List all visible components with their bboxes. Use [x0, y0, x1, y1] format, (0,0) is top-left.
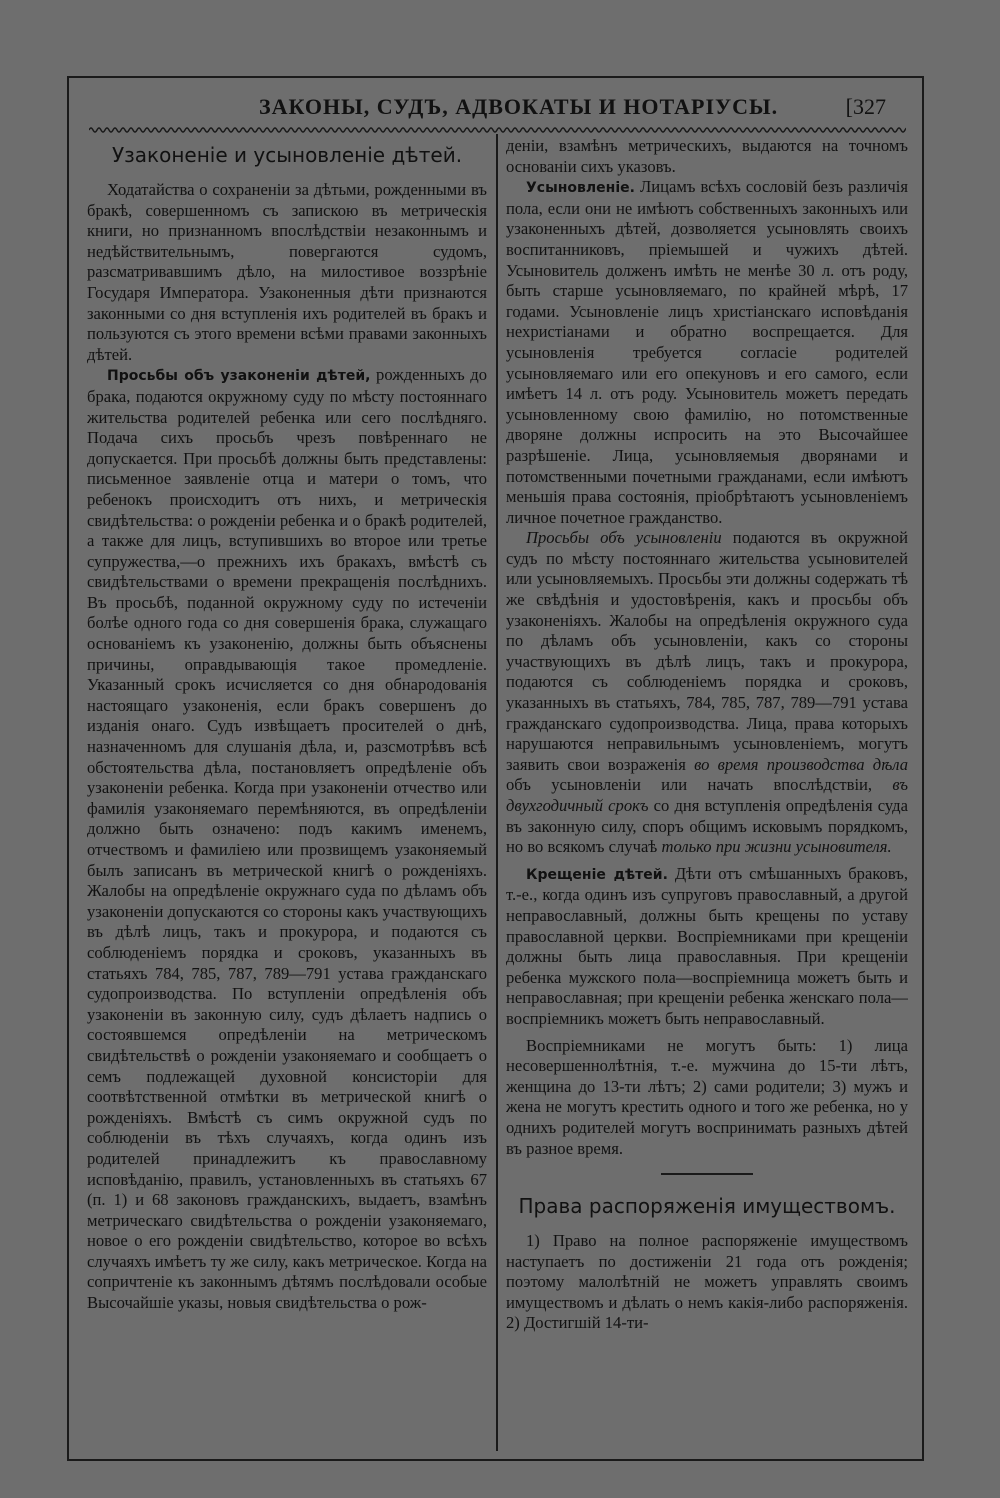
- italic-phrase: въ двухгодичный срокъ: [506, 775, 908, 815]
- paragraph: Ходатайства о сохраненіи за дѣтьми, рожденными въ бракѣ, совершенномъ съ запискою въ метрическія книги, но признанномъ впослѣдствіи незаконнымъ и недѣйствительнымъ, повергаются судомъ, разсматривавшимъ дѣло, на милостивое воззрѣніе Государя Императора. Узаконенныя дѣти признаются законными со дня вступленія ихъ родителей въ бракъ и пользуются съ этого времени всѣми правами законныхъ дѣтей.: [87, 180, 487, 364]
- paragraph-text: Дѣти отъ смѣшанныхъ браковъ, т.-е., когда одинъ изъ супруговъ православный, а другой неправославный, должны быть крещены по уставу православной церкви. Воспріемниками при крещеніи должны быть лица православныя. При крещеніи ребенка мужского пола—воспріемница можетъ быть и неправославная; при крещеніи ребенка женскаго пола—воспріемникъ можетъ быть неправославный.: [506, 863, 908, 1028]
- italic-phrase: во время производства дѣла: [694, 754, 908, 774]
- paragraph: [506, 177, 908, 528]
- paragraph-text: со дня вступленія опредѣленія суда въ законную силу, споръ общимъ исковымъ порядкомъ, но во всякомъ случаѣ: [506, 796, 908, 857]
- paragraph-text: объ усыновленіи или начать впослѣдствіи,: [506, 775, 893, 795]
- section-heading-legitimation: Узаконеніе и усыновленіе дѣтей.: [111, 143, 463, 167]
- paragraph-text: подаются въ окружной судъ по мѣсту постояннаго жительства усыновителей или усыновляемыхъ. Просьбы эти должны содержать тѣ же свѣдѣнія и удостовѣренія, какъ и просьбы объ узаконеніяхъ. Жалобы на опредѣленія окружного суда по дѣламъ объ усыновленіи, какъ со стороны участвующихъ въ дѣлѣ лицъ, такъ и прокурора, подаются съ соблюденіемъ порядка и сроковъ, указанныхъ въ статьяхъ, 784, 785, 787, 789—791 устава гражданскаго судопроизводства. Лица, права которыхъ нарушаются неправильнымъ усыновленіемъ, могутъ заявить свои возраженія: [506, 528, 908, 774]
- wavy-rule-divider: [89, 126, 906, 134]
- paragraph-text: рожденныхъ до брака, подаются окружному суду по мѣсту постояннаго жительства родителей ребенка или сего послѣдняго. Подача сихъ просьбъ чрезъ повѣреннаго не допускается. При просьбѣ должны быть представлены: письменное заявленіе отца и матери о томъ, что ребенокъ происходитъ отъ нихъ, и метрическія свидѣтельства: о рожденіи ребенка и о бракѣ родителей, а также для лицъ, вступившихъ во второе или третье супружества,—о прежнихъ ихъ бракахъ, вмѣстѣ съ свидѣтельствами о времени прекращенія послѣднихъ. Въ просьбѣ, поданной окружному суду по истеченіи болѣе одного года со дня совершенія брака, служащаго основаніемъ къ узаконенію, должны быть объяснены причины, оправдывающія такое промедленіе. Указанный срокъ исчисляется со дня обнародованія настоящаго узаконенія, если бракъ совершенъ до изданія онаго. Судъ извѣщаетъ просителей о днѣ, назначенномъ для слушанія дѣла, и, разсмотрѣвъ всѣ обстоятельства дѣла, постановляетъ опредѣленіе объ узаконеніи ребенка. Когда при узаконеніи отчество или фамилія узаконяемаго перемѣняются, въ опредѣленіи должно быть означено: подъ какимъ именемъ, отчествомъ и фамиліею или прозвищемъ узаконяемый былъ записанъ въ метрической книгѣ о рожденіяхъ. Жалобы на опредѣленіе окружнаго суда по дѣламъ объ узаконеніи допускаются со стороны какъ участвующихъ въ дѣлѣ лицъ, такъ и прокурора, и подаются съ соблюденіемъ порядка и сроковъ, указанныхъ въ статьяхъ 784, 785, 787, 789—791 устава гражданскаго судопроизводства. По вступленіи опредѣленія объ узаконеніи въ законную силу, судъ дѣлаетъ надпись о состоявшемся опредѣленіи на метрическомъ свидѣтельствѣ о рожденіи узаконяемаго и сообщаетъ о семъ подлежащей духовной консисторіи для соотвѣтственной отмѣтки въ метрической книгѣ о рожденіяхъ. Вмѣстѣ съ симъ окружной судъ по соблюденіи въ тѣхъ случаяхъ, когда одинъ изъ родителей принадлежитъ къ православному исповѣданію, правилъ, установленныхъ въ статьяхъ 67 (п. 1) и 68 законовъ гражданскихъ, выдаетъ, взамѣнъ метрическаго свидѣтельства о рожденіи узаконяемаго, новое о его рожденіи свидѣтельство, которое во всѣхъ случаяхъ имѣетъ ту же силу, какъ метрическое. Когда на сопричтеніе къ законнымъ дѣтямъ послѣдовали особые Высочайшіе указы, новыя свидѣтельства о рож-: [87, 365, 487, 1313]
- bold-lead: Крещеніе дѣтей.: [526, 866, 668, 883]
- paragraph: Воспріемниками не могутъ быть: 1) лица несовершеннолѣтнія, т.-е. мужчина до 15-ти лѣтъ, женщина до 13-ти лѣтъ; 2) сами родители; 3) мужъ и жена не могутъ крестить одного и того же ребенка, но у однихъ родителей могутъ воспринимать разныхъ дѣтей въ разное время.: [506, 1035, 908, 1158]
- paragraph: [87, 365, 487, 1313]
- paragraph: [506, 864, 908, 1030]
- page-number: [327: [845, 94, 886, 119]
- running-title: ЗАКОНЫ, СУДЪ, АДВОКАТЫ И НОТАРІУСЫ.: [259, 94, 779, 119]
- italic-lead: Просьбы объ усыновленіи: [526, 528, 722, 548]
- right-column: [506, 136, 908, 1449]
- bold-lead: Просьбы объ узаконеніи дѣтей,: [107, 368, 371, 385]
- page-header: [69, 92, 922, 122]
- paragraph: 1) Право на полное распоряженіе имуществомъ наступаетъ по достиженіи 21 года отъ рожденія; поэтому малолѣтній не можетъ управлять своимъ имуществомъ и дѣлать о немъ какія-либо распоряженія. 2) Достигшій 14-ти-: [506, 1231, 908, 1333]
- bold-lead: Усыновленіе.: [526, 180, 635, 197]
- section-rule: [661, 1173, 753, 1175]
- left-column: [87, 136, 487, 1449]
- paragraph-continuation: деніи, взамѣнъ метрическихъ, выдаются на точномъ основаніи сихъ указовъ.: [506, 136, 908, 176]
- section-heading-property-rights: Права распоряженія имуществомъ.: [518, 1194, 896, 1219]
- page-frame: [67, 76, 924, 1461]
- paragraph-text: Лицамъ всѣхъ сословій безъ различія пола, если они не имѣютъ собственныхъ законныхъ или узаконенныхъ дѣтей, дозволяется усыновлять своихъ воспитанниковъ, пріемышей и чужихъ дѣтей. Усыновитель долженъ имѣть не менѣе 30 л. отъ роду, быть старше усыновляемаго, по крайней мѣрѣ, 17 годами. Усыновленіе лицъ христіанскаго исповѣданія нехристіанами и обратно воспрещается. Для усыновленія требуется согласіе родителей усыновляемаго или его опекуновъ и его самого, если имѣетъ 14 л. отъ роду. Усыновитель можетъ передать усыновленному свою фамилію, но потомственные дворяне должны испросить на это Высочайшее разрѣшеніе. Лица, усыновляемыя дворянами и потомственными почетными гражданами, если имѣютъ меньшія права состоянія, пріобрѣтаютъ усыновленіемъ личное почетное гражданство.: [506, 177, 908, 527]
- paragraph: [506, 528, 908, 858]
- column-divider: [496, 134, 498, 1451]
- italic-phrase: только при жизни усыновителя.: [661, 837, 892, 857]
